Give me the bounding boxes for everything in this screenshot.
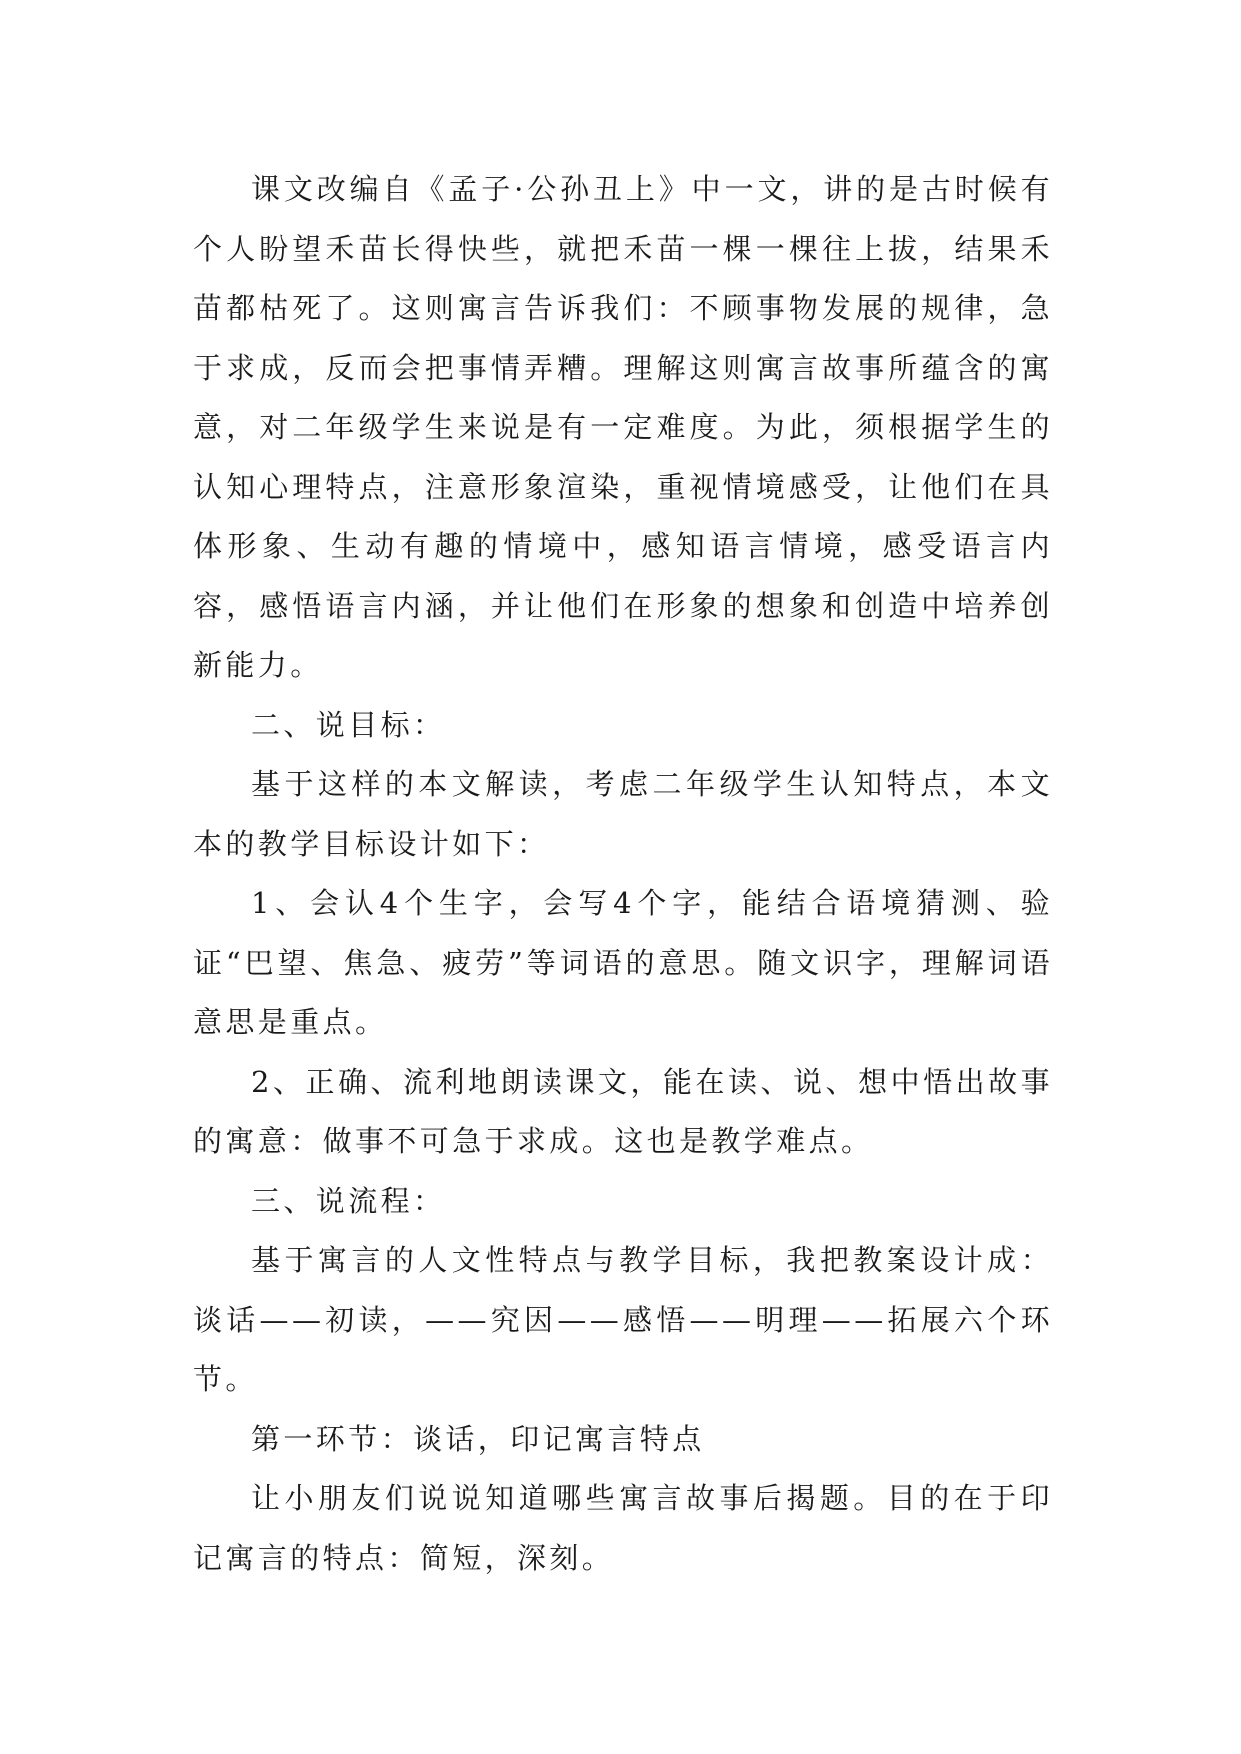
paragraph-goals-intro: 基于这样的本文解读，考虑二年级学生认知特点，本文本的教学目标设计如下： <box>193 767 1053 861</box>
goal-item-2: 2、正确、流利地朗读课文，能在读、说、想中悟出故事的寓意：做事不可急于求成。这也是教学难点。 <box>193 1064 1053 1158</box>
paragraph-text-intro: 课文改编自《孟子·公孙丑上》中一文，讲的是古时候有个人盼望禾苗长得快些，就把禾苗一棵一棵往上拔，结果禾苗都枯死了。这则寓言告诉我们：不顾事物发展的规律，急于求成，反而会把事情弄糟。理解这则寓言故事所蕴含的寓意，对二年级学生来说是有一定难度。为此，须根据学生的认知心理特点，注意形象渲染，重视情境感受，让他们在具体形象、生动有趣的情境中，感知语言情境，感受语言内容，感悟语言内涵，并让他们在形象的想象和创造中培养创新能力。 <box>193 172 1053 682</box>
paragraph-process-intro: 基于寓言的人文性特点与教学目标，我把教案设计成：谈话——初读，——究因——感悟——明理——拓展六个环节。 <box>193 1243 1053 1396</box>
section-heading-process: 三、说流程： <box>251 1183 446 1218</box>
paragraph-step-1: 让小朋友们说说知道哪些寓言故事后揭题。目的在于印记寓言的特点：简短，深刻。 <box>193 1481 1053 1575</box>
document-body <box>193 160 1053 1588</box>
section-heading-goals: 二、说目标： <box>251 707 446 742</box>
goal-item-1: 1、会认4个生字，会写4个字，能结合语境猜测、验证“巴望、焦急、疲劳”等词语的意思。随文识字，理解词语意思是重点。 <box>193 886 1053 1039</box>
step-heading-1: 第一环节：谈话，印记寓言特点 <box>251 1421 705 1456</box>
